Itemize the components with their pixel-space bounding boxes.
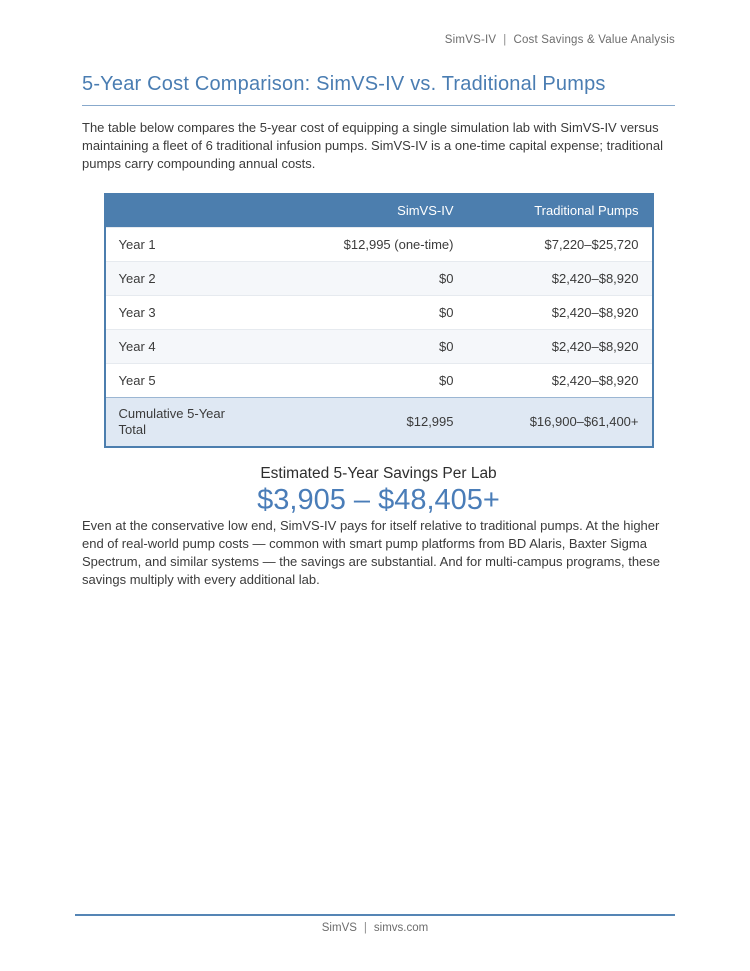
simvs-value: $0 [269, 330, 467, 364]
header-separator: | [503, 34, 507, 46]
intro-paragraph: The table below compares the 5-year cost of equipping a single simulation lab with SimVS-IV versus maintaining a fleet of 6 traditional infusion pumps. SimVS-IV is a one-time capital expense; traditional pumps carry compounding annual costs. [82, 120, 663, 171]
traditional-value: $7,220–$25,720 [467, 228, 653, 262]
traditional-value: $2,420–$8,920 [467, 364, 653, 398]
table-row-year-5 [105, 364, 653, 398]
table-row-year-2 [105, 262, 653, 296]
row-label: Cumulative 5-Year Total [105, 398, 269, 448]
footer-separator: | [363, 922, 367, 934]
header-cell-simvs: SimVS-IV [269, 194, 467, 228]
row-label: Year 5 [105, 364, 269, 398]
table-header-row [105, 194, 653, 228]
header-cell-blank [105, 194, 269, 228]
document-content [82, 0, 675, 589]
traditional-value: $2,420–$8,920 [467, 330, 653, 364]
traditional-value: $2,420–$8,920 [467, 296, 653, 330]
footer-brand: SimVS [321, 922, 357, 934]
table-row-cumulative-total [105, 398, 653, 448]
simvs-value: $12,995 (one-time) [269, 228, 467, 262]
row-label: Year 1 [105, 228, 269, 262]
page-title: 5-Year Cost Comparison: SimVS-IV vs. Traditional Pumps [82, 73, 675, 106]
simvs-value: $0 [269, 296, 467, 330]
header-product-name: SimVS-IV [444, 34, 497, 46]
cost-comparison-table [104, 193, 654, 448]
row-label: Year 4 [105, 330, 269, 364]
simvs-value: $0 [269, 364, 467, 398]
page-footer [75, 914, 675, 934]
header-section-name: Cost Savings & Value Analysis [513, 34, 675, 46]
table-row-year-4 [105, 330, 653, 364]
savings-amount: $3,905 – $48,405+ [257, 484, 500, 516]
table-row-year-1 [105, 228, 653, 262]
savings-caption: Estimated 5-Year Savings Per Lab [260, 465, 497, 482]
footer-site: simvs.com [373, 922, 429, 934]
header-cell-traditional: Traditional Pumps [467, 194, 653, 228]
traditional-value: $16,900–$61,400+ [467, 398, 653, 448]
row-label: Year 2 [105, 262, 269, 296]
simvs-value: $0 [269, 262, 467, 296]
table-row-year-3 [105, 296, 653, 330]
closing-paragraph: Even at the conservative low end, SimVS-IV pays for itself relative to traditional pumps. At the higher end of real-world pump costs — common with smart pump platforms from BD Alaris, Baxter Sigma Spectrum, and similar systems — the savings are substantial. And for multi-campus programs, these savings multiply with every additional lab. [82, 518, 661, 587]
simvs-value: $12,995 [269, 398, 467, 448]
traditional-value: $2,420–$8,920 [467, 262, 653, 296]
row-label: Year 3 [105, 296, 269, 330]
